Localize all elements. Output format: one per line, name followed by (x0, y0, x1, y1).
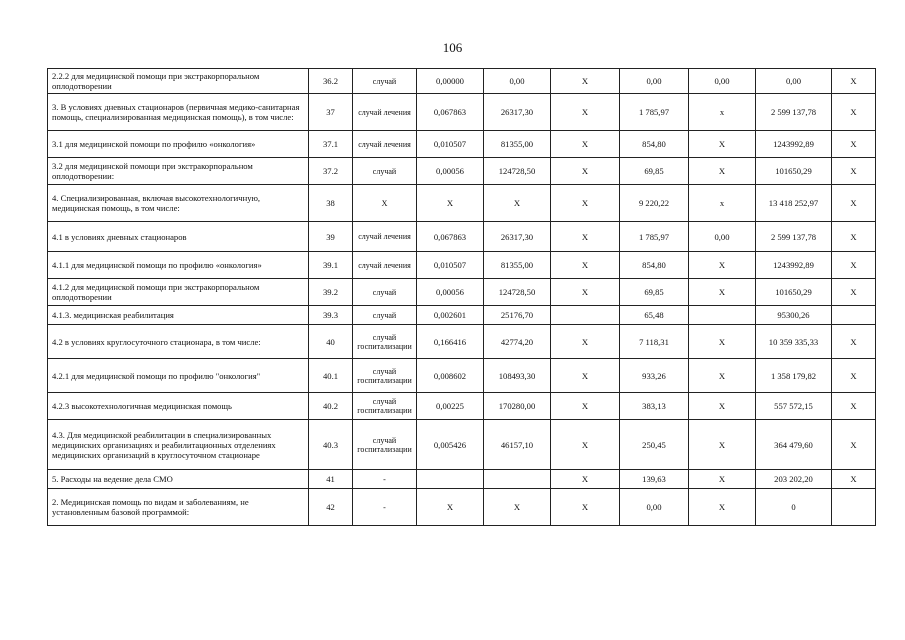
cell-col-10: Х (832, 158, 876, 185)
cell-cost-value: 26317,30 (484, 94, 551, 131)
cell-row-number: 38 (309, 185, 353, 222)
cell-col-9: 13 418 252,97 (756, 185, 832, 222)
cell-cost-value: 42774,20 (484, 325, 551, 359)
cell-col-10: Х (832, 222, 876, 252)
cell-row-number: 42 (309, 489, 353, 526)
cell-col-7: 69,85 (620, 158, 689, 185)
cell-row-name: 5. Расходы на ведение дела СМО (48, 470, 309, 489)
cell-col-10 (832, 306, 876, 325)
cell-col-10: Х (832, 279, 876, 306)
cell-col-6: Х (551, 185, 620, 222)
cell-row-number: 39.2 (309, 279, 353, 306)
cell-col-10: Х (832, 359, 876, 393)
table-body (48, 69, 876, 526)
cell-row-name: 4.1 в условиях дневных стационаров (48, 222, 309, 252)
cell-unit: случай госпитализации (353, 393, 417, 420)
cell-col-9: 203 202,20 (756, 470, 832, 489)
cell-col-9: 1243992,89 (756, 252, 832, 279)
table-row (48, 131, 876, 158)
cell-col-10: Х (832, 131, 876, 158)
cell-col-9: 95300,26 (756, 306, 832, 325)
cell-col-6: Х (551, 222, 620, 252)
cell-cost-value: 0,00 (484, 69, 551, 94)
cell-col-10: Х (832, 69, 876, 94)
page-number: 106 (442, 40, 463, 55)
cell-col-9: 0,00 (756, 69, 832, 94)
cell-col-7: 139,63 (620, 470, 689, 489)
cell-col-8 (689, 306, 756, 325)
cell-col-6: Х (551, 489, 620, 526)
cell-unit: случай госпитализации (353, 420, 417, 470)
cell-norm-value: 0,005426 (417, 420, 484, 470)
table-row (48, 359, 876, 393)
cell-col-8: Х (689, 158, 756, 185)
cell-row-name: 3. В условиях дневных стационаров (первичная медико-санитарная помощь, специализированная медицинская помощь), в том числе: (48, 94, 309, 131)
cell-cost-value: Х (484, 185, 551, 222)
cell-row-name: 4.1.3. медицинская реабилитация (48, 306, 309, 325)
cell-col-6: Х (551, 94, 620, 131)
cell-row-number: 40.1 (309, 359, 353, 393)
cell-col-8: Х (689, 131, 756, 158)
cell-col-7: 0,00 (620, 489, 689, 526)
table-row (48, 94, 876, 131)
cell-col-10: Х (832, 393, 876, 420)
cell-unit: Х (353, 185, 417, 222)
cell-col-7: 383,13 (620, 393, 689, 420)
cell-row-number: 37.2 (309, 158, 353, 185)
cell-row-name: 4.2.1 для медицинской помощи по профилю "онкология" (48, 359, 309, 393)
cell-cost-value: 26317,30 (484, 222, 551, 252)
cell-col-9: 10 359 335,33 (756, 325, 832, 359)
cell-col-9: 1 358 179,82 (756, 359, 832, 393)
cell-col-10: Х (832, 94, 876, 131)
cell-norm-value: 0,166416 (417, 325, 484, 359)
cell-col-10: Х (832, 470, 876, 489)
table-row (48, 325, 876, 359)
cell-col-9: 101650,29 (756, 279, 832, 306)
cell-unit: случай (353, 279, 417, 306)
cell-cost-value: 170280,00 (484, 393, 551, 420)
cell-unit: случай лечения (353, 252, 417, 279)
table-row (48, 279, 876, 306)
table-row (48, 252, 876, 279)
cell-col-10: Х (832, 420, 876, 470)
cell-cost-value: 25176,70 (484, 306, 551, 325)
cell-norm-value: Х (417, 489, 484, 526)
cell-col-10: Х (832, 185, 876, 222)
cell-row-name: 4. Специализированная, включая высокотехнологичную, медицинская помощь, в том числе: (48, 185, 309, 222)
cell-row-number: 37.1 (309, 131, 353, 158)
cell-unit: случай (353, 306, 417, 325)
cell-col-6: Х (551, 69, 620, 94)
cell-norm-value: 0,010507 (417, 131, 484, 158)
cell-col-6: Х (551, 252, 620, 279)
cell-col-10: Х (832, 252, 876, 279)
table-row (48, 489, 876, 526)
table-row (48, 306, 876, 325)
cell-col-7: 69,85 (620, 279, 689, 306)
cell-col-8: х (689, 185, 756, 222)
cell-row-name: 4.2.3 высокотехнологичная медицинская помощь (48, 393, 309, 420)
cell-norm-value: 0,00000 (417, 69, 484, 94)
cell-cost-value: 124728,50 (484, 279, 551, 306)
cell-unit: случай (353, 158, 417, 185)
cell-row-name: 3.1 для медицинской помощи по профилю «онкология» (48, 131, 309, 158)
cell-col-8: Х (689, 470, 756, 489)
cell-cost-value: Х (484, 489, 551, 526)
cell-col-9: 364 479,60 (756, 420, 832, 470)
cell-col-10: Х (832, 325, 876, 359)
cell-row-name: 4.1.2 для медицинской помощи при экстракорпоральном оплодотворении (48, 279, 309, 306)
cell-row-number: 41 (309, 470, 353, 489)
cell-cost-value: 124728,50 (484, 158, 551, 185)
cell-row-name: 4.1.1 для медицинской помощи по профилю «онкология» (48, 252, 309, 279)
cell-row-name: 4.2 в условиях круглосуточного стационара, в том числе: (48, 325, 309, 359)
cell-col-7: 1 785,97 (620, 222, 689, 252)
cell-col-7: 7 118,31 (620, 325, 689, 359)
cell-col-9: 101650,29 (756, 158, 832, 185)
cell-row-number: 37 (309, 94, 353, 131)
cell-row-number: 40.2 (309, 393, 353, 420)
table-row (48, 222, 876, 252)
cell-col-6: Х (551, 470, 620, 489)
cell-norm-value: 0,067863 (417, 222, 484, 252)
cell-col-8: Х (689, 489, 756, 526)
table-row (48, 69, 876, 94)
cell-col-7: 0,00 (620, 69, 689, 94)
cell-col-7: 65,48 (620, 306, 689, 325)
cell-col-8: Х (689, 393, 756, 420)
cell-row-number: 39 (309, 222, 353, 252)
cell-unit: - (353, 489, 417, 526)
cell-col-9: 2 599 137,78 (756, 222, 832, 252)
cell-col-7: 933,26 (620, 359, 689, 393)
cell-norm-value: 0,002601 (417, 306, 484, 325)
cell-cost-value: 81355,00 (484, 131, 551, 158)
cell-norm-value: Х (417, 185, 484, 222)
cell-row-name: 4.3. Для медицинской реабилитации в специализированных медицинских организациях и реабилитационных отделениях медицинских организаций в круглосуточном стационаре (48, 420, 309, 470)
cell-norm-value: 0,010507 (417, 252, 484, 279)
cell-row-name: 3.2 для медицинской помощи при экстракорпоральном оплодотворении: (48, 158, 309, 185)
cell-norm-value: 0,00225 (417, 393, 484, 420)
cell-row-number: 39.1 (309, 252, 353, 279)
cell-col-6: Х (551, 325, 620, 359)
cell-row-name: 2.2.2 для медицинской помощи при экстракорпоральном оплодотворении (48, 69, 309, 94)
table-row (48, 420, 876, 470)
cell-norm-value: 0,067863 (417, 94, 484, 131)
cell-col-8: Х (689, 325, 756, 359)
cell-col-6: Х (551, 131, 620, 158)
cell-row-number: 40 (309, 325, 353, 359)
cell-col-7: 854,80 (620, 131, 689, 158)
cell-unit: случай госпитализации (353, 325, 417, 359)
table-row (48, 470, 876, 489)
table-row (48, 185, 876, 222)
cell-cost-value (484, 470, 551, 489)
cell-col-7: 250,45 (620, 420, 689, 470)
cell-col-6: Х (551, 420, 620, 470)
cell-col-8: Х (689, 279, 756, 306)
cell-unit: случай лечения (353, 131, 417, 158)
budget-table (47, 68, 876, 526)
cell-col-9: 2 599 137,78 (756, 94, 832, 131)
cell-unit: - (353, 470, 417, 489)
cell-unit: случай лечения (353, 222, 417, 252)
cell-unit: случай госпитализации (353, 359, 417, 393)
cell-norm-value: 0,008602 (417, 359, 484, 393)
cell-col-8: Х (689, 420, 756, 470)
cell-row-number: 40.3 (309, 420, 353, 470)
cell-col-10 (832, 489, 876, 526)
cell-col-8: Х (689, 359, 756, 393)
cell-col-6: Х (551, 393, 620, 420)
cell-norm-value: 0,00056 (417, 279, 484, 306)
cell-norm-value (417, 470, 484, 489)
cell-col-7: 854,80 (620, 252, 689, 279)
cell-col-9: 0 (756, 489, 832, 526)
table-row (48, 393, 876, 420)
cell-col-9: 557 572,15 (756, 393, 832, 420)
cell-col-8: 0,00 (689, 69, 756, 94)
cell-norm-value: 0,00056 (417, 158, 484, 185)
cell-row-number: 36.2 (309, 69, 353, 94)
cell-cost-value: 108493,30 (484, 359, 551, 393)
cell-col-6: Х (551, 359, 620, 393)
cell-col-7: 1 785,97 (620, 94, 689, 131)
cell-col-9: 1243992,89 (756, 131, 832, 158)
cell-col-8: 0,00 (689, 222, 756, 252)
cell-cost-value: 46157,10 (484, 420, 551, 470)
cell-col-6: Х (551, 158, 620, 185)
cell-col-7: 9 220,22 (620, 185, 689, 222)
cell-col-8: х (689, 94, 756, 131)
table-row (48, 158, 876, 185)
cell-cost-value: 81355,00 (484, 252, 551, 279)
cell-col-6: Х (551, 279, 620, 306)
cell-col-6 (551, 306, 620, 325)
cell-unit: случай лечения (353, 94, 417, 131)
cell-col-8: Х (689, 252, 756, 279)
cell-row-name: 2. Медицинская помощь по видам и заболеваниям, не установленным базовой программой: (48, 489, 309, 526)
cell-row-number: 39.3 (309, 306, 353, 325)
cell-unit: случай (353, 69, 417, 94)
